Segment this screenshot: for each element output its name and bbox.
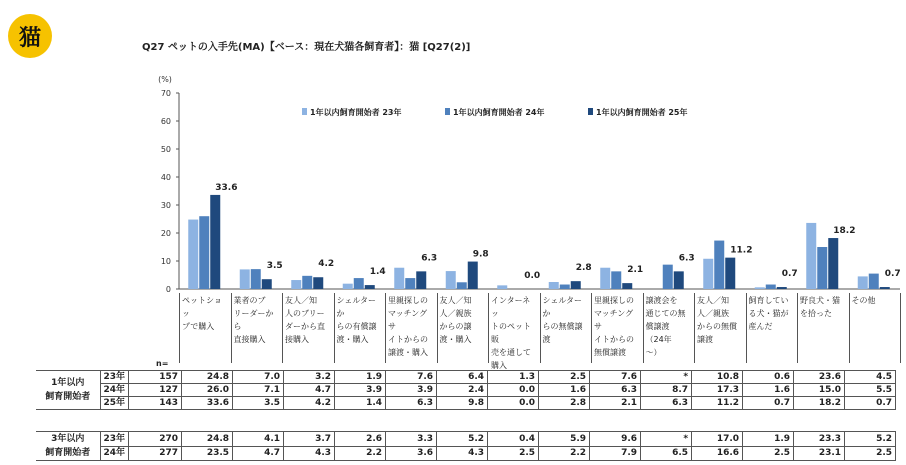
bar: [600, 268, 610, 289]
group-label: 1年以内 飼育開始者: [36, 371, 100, 410]
bar: [405, 278, 415, 289]
value-cell: 9.6: [590, 432, 641, 447]
value-cell: 3.9: [386, 384, 437, 397]
value-cell: 4.2: [284, 397, 335, 410]
table-row: [36, 371, 896, 384]
y-tick-label: 20: [160, 229, 171, 238]
value-cell: 7.6: [590, 371, 641, 384]
value-cell: 1.9: [335, 371, 386, 384]
y-tick-label: 50: [160, 145, 171, 154]
bar: [210, 195, 220, 289]
group-label: 3年以内 飼育開始者: [36, 432, 100, 461]
bar: [703, 259, 713, 289]
legend-swatch: [445, 108, 450, 115]
data-label: 3.5: [266, 261, 283, 272]
year-cell: 23年: [100, 432, 129, 447]
data-label: 0.0: [524, 271, 541, 281]
legend-label: 1年以内飼育開始者 23年: [310, 108, 402, 117]
value-cell: 11.2: [692, 397, 743, 410]
bar: [663, 265, 673, 289]
data-label: 18.2: [833, 226, 856, 237]
value-cell: 0.7: [845, 397, 896, 410]
value-cell: 9.8: [437, 397, 488, 410]
value-cell: 4.5: [845, 371, 896, 384]
value-cell: 2.5: [845, 446, 896, 461]
value-cell: 3.9: [335, 384, 386, 397]
legend-label: 1年以内飼育開始者 25年: [596, 108, 688, 117]
value-cell: 1.4: [335, 397, 386, 410]
value-cell: 17.3: [692, 384, 743, 397]
value-cell: 3.5: [233, 397, 284, 410]
value-cell: 5.2: [437, 432, 488, 447]
value-cell: 7.1: [233, 384, 284, 397]
value-cell: 5.9: [539, 432, 590, 447]
n-cell: 277: [129, 446, 182, 461]
category-label: 飼育してい る犬・猫が 産んだ: [748, 296, 789, 331]
value-cell: 2.8: [539, 397, 590, 410]
category-separator: [900, 293, 901, 363]
value-cell: 0.0: [488, 397, 539, 410]
category-label: 譲渡会を 通じての無 償譲渡 （24年 ～）: [645, 296, 686, 357]
value-cell: 2.4: [437, 384, 488, 397]
value-cell: 16.6: [692, 446, 743, 461]
category-label: 里親探しの マッチングサ イトからの 譲渡・購入: [388, 296, 428, 357]
value-cell: 0.7: [743, 397, 794, 410]
data-label: 11.2: [730, 245, 753, 256]
value-cell: 1.3: [488, 371, 539, 384]
data-label: 6.3: [678, 253, 695, 264]
value-cell: 10.8: [692, 371, 743, 384]
value-cell: 5.5: [845, 384, 896, 397]
bar: [457, 282, 467, 289]
value-cell: 23.5: [182, 446, 233, 461]
y-axis-unit: (%): [158, 75, 172, 84]
year-cell: 25年: [100, 397, 129, 410]
data-label: 4.2: [318, 259, 335, 270]
n-cell: 270: [129, 432, 182, 447]
data-label: 2.8: [575, 263, 592, 274]
bar: [302, 276, 312, 289]
value-cell: 4.7: [233, 446, 284, 461]
data-label: 2.1: [627, 265, 644, 276]
bar: [365, 285, 375, 289]
category-label: 野良犬・猫 を拾った: [800, 296, 840, 318]
year-cell: 23年: [100, 371, 129, 384]
value-cell: 2.6: [335, 432, 386, 447]
value-cell: 24.8: [182, 432, 233, 447]
data-table: [36, 370, 896, 410]
bar: [549, 282, 559, 289]
bar: [497, 285, 507, 289]
bar: [468, 262, 478, 289]
category-label: 友人／知 人／親族 からの無償 譲渡: [697, 296, 737, 344]
value-cell: 7.9: [590, 446, 641, 461]
bar: [560, 285, 570, 289]
value-cell: 1.6: [539, 384, 590, 397]
bar: [806, 223, 816, 289]
value-cell: 2.2: [539, 446, 590, 461]
value-cell: 2.1: [590, 397, 641, 410]
data-label: 0.7: [781, 269, 798, 280]
bar: [262, 279, 272, 289]
category-label: 友人／知 人のブリー ダーから直 接購入: [285, 296, 325, 344]
value-cell: 0.6: [743, 371, 794, 384]
data-label: 33.6: [215, 182, 238, 193]
value-cell: 6.3: [386, 397, 437, 410]
y-tick-label: 40: [160, 173, 171, 182]
category-label: 里親探しの マッチングサ イトからの 無償譲渡: [594, 296, 634, 357]
data-label: 0.7: [884, 269, 901, 280]
table-row: [36, 384, 896, 397]
year-cell: 24年: [100, 384, 129, 397]
value-cell: 6.3: [590, 384, 641, 397]
value-cell: 8.7: [641, 384, 692, 397]
bar: [817, 247, 827, 289]
bar: [394, 268, 404, 289]
bar: [725, 258, 735, 289]
value-cell: 7.0: [233, 371, 284, 384]
value-cell: 2.5: [488, 446, 539, 461]
bar: [313, 277, 323, 289]
bar: [291, 280, 301, 289]
n-cell: 143: [129, 397, 182, 410]
category-label: 業者のブ リーダーから 直接購入: [233, 296, 274, 344]
bar: [611, 271, 621, 289]
legend-swatch: [302, 108, 307, 115]
table-row: [36, 432, 896, 447]
value-cell: 2.5: [743, 446, 794, 461]
value-cell: 5.2: [845, 432, 896, 447]
bar: [674, 271, 684, 289]
value-cell: 0.0: [488, 384, 539, 397]
n-label: n=: [156, 359, 169, 368]
value-cell: 3.2: [284, 371, 335, 384]
value-cell: 33.6: [182, 397, 233, 410]
value-cell: 7.6: [386, 371, 437, 384]
y-tick-label: 30: [160, 201, 171, 210]
value-cell: 4.7: [284, 384, 335, 397]
bar: [880, 287, 890, 289]
value-cell: 15.0: [794, 384, 845, 397]
bar: [354, 278, 364, 289]
data-label: 9.8: [472, 249, 489, 260]
bar: [622, 283, 632, 289]
category-label: シェルターか らの有償譲 渡・購入: [336, 296, 377, 344]
year-cell: 24年: [100, 446, 129, 461]
value-cell: 1.9: [743, 432, 794, 447]
value-cell: 18.2: [794, 397, 845, 410]
category-label: 友人／知 人／親族 からの譲 渡・購入: [439, 296, 472, 344]
value-cell: 23.1: [794, 446, 845, 461]
value-cell: 2.5: [539, 371, 590, 384]
value-cell: 4.3: [284, 446, 335, 461]
value-cell: 1.6: [743, 384, 794, 397]
value-cell: 3.7: [284, 432, 335, 447]
bar: [416, 271, 426, 289]
value-cell: 6.5: [641, 446, 692, 461]
bar: [240, 269, 250, 289]
y-tick-label: 60: [160, 117, 171, 126]
table-row: [36, 446, 896, 461]
category-label: シェルターか らの無償譲 渡: [542, 296, 583, 344]
bar: [251, 269, 261, 289]
value-cell: 6.3: [641, 397, 692, 410]
category-label: ペットショッ プで購入: [182, 296, 222, 331]
table-row: [36, 397, 896, 410]
value-cell: 26.0: [182, 384, 233, 397]
value-cell: 3.6: [386, 446, 437, 461]
value-cell: 23.3: [794, 432, 845, 447]
value-cell: 4.3: [437, 446, 488, 461]
data-table: [36, 431, 896, 461]
bar: [858, 276, 868, 289]
category-label: インターネッ トのペット販 売を通して 購入: [491, 296, 531, 370]
n-cell: 157: [129, 371, 182, 384]
question-title: Q27 ペットの入手先(MA)【ベース：現在犬猫各飼育者】：猫 [Q27(2)]: [142, 42, 471, 53]
value-cell: *: [641, 371, 692, 384]
bar: [828, 238, 838, 289]
value-cell: 3.3: [386, 432, 437, 447]
value-cell: 17.0: [692, 432, 743, 447]
y-tick-label: 10: [160, 257, 171, 266]
data-label: 1.4: [369, 267, 386, 278]
bar: [869, 274, 879, 289]
bar: [755, 287, 765, 289]
bar: [777, 287, 787, 289]
value-cell: 6.4: [437, 371, 488, 384]
legend-swatch: [588, 108, 593, 115]
cat-badge: 猫: [8, 14, 52, 58]
value-cell: 0.4: [488, 432, 539, 447]
bar: [199, 216, 209, 289]
data-label: 6.3: [421, 253, 438, 264]
y-tick-label: 0: [165, 285, 171, 294]
value-cell: 23.6: [794, 371, 845, 384]
bar: [714, 241, 724, 289]
value-cell: 4.1: [233, 432, 284, 447]
bar: [446, 271, 456, 289]
bar: [766, 285, 776, 289]
value-cell: 2.2: [335, 446, 386, 461]
n-cell: 127: [129, 384, 182, 397]
legend-label: 1年以内飼育開始者 24年: [453, 108, 545, 117]
bar: [343, 284, 353, 289]
bar: [188, 220, 198, 289]
bar: [571, 281, 581, 289]
category-label: その他: [851, 296, 876, 305]
value-cell: *: [641, 432, 692, 447]
y-tick-label: 70: [160, 89, 171, 98]
value-cell: 24.8: [182, 371, 233, 384]
